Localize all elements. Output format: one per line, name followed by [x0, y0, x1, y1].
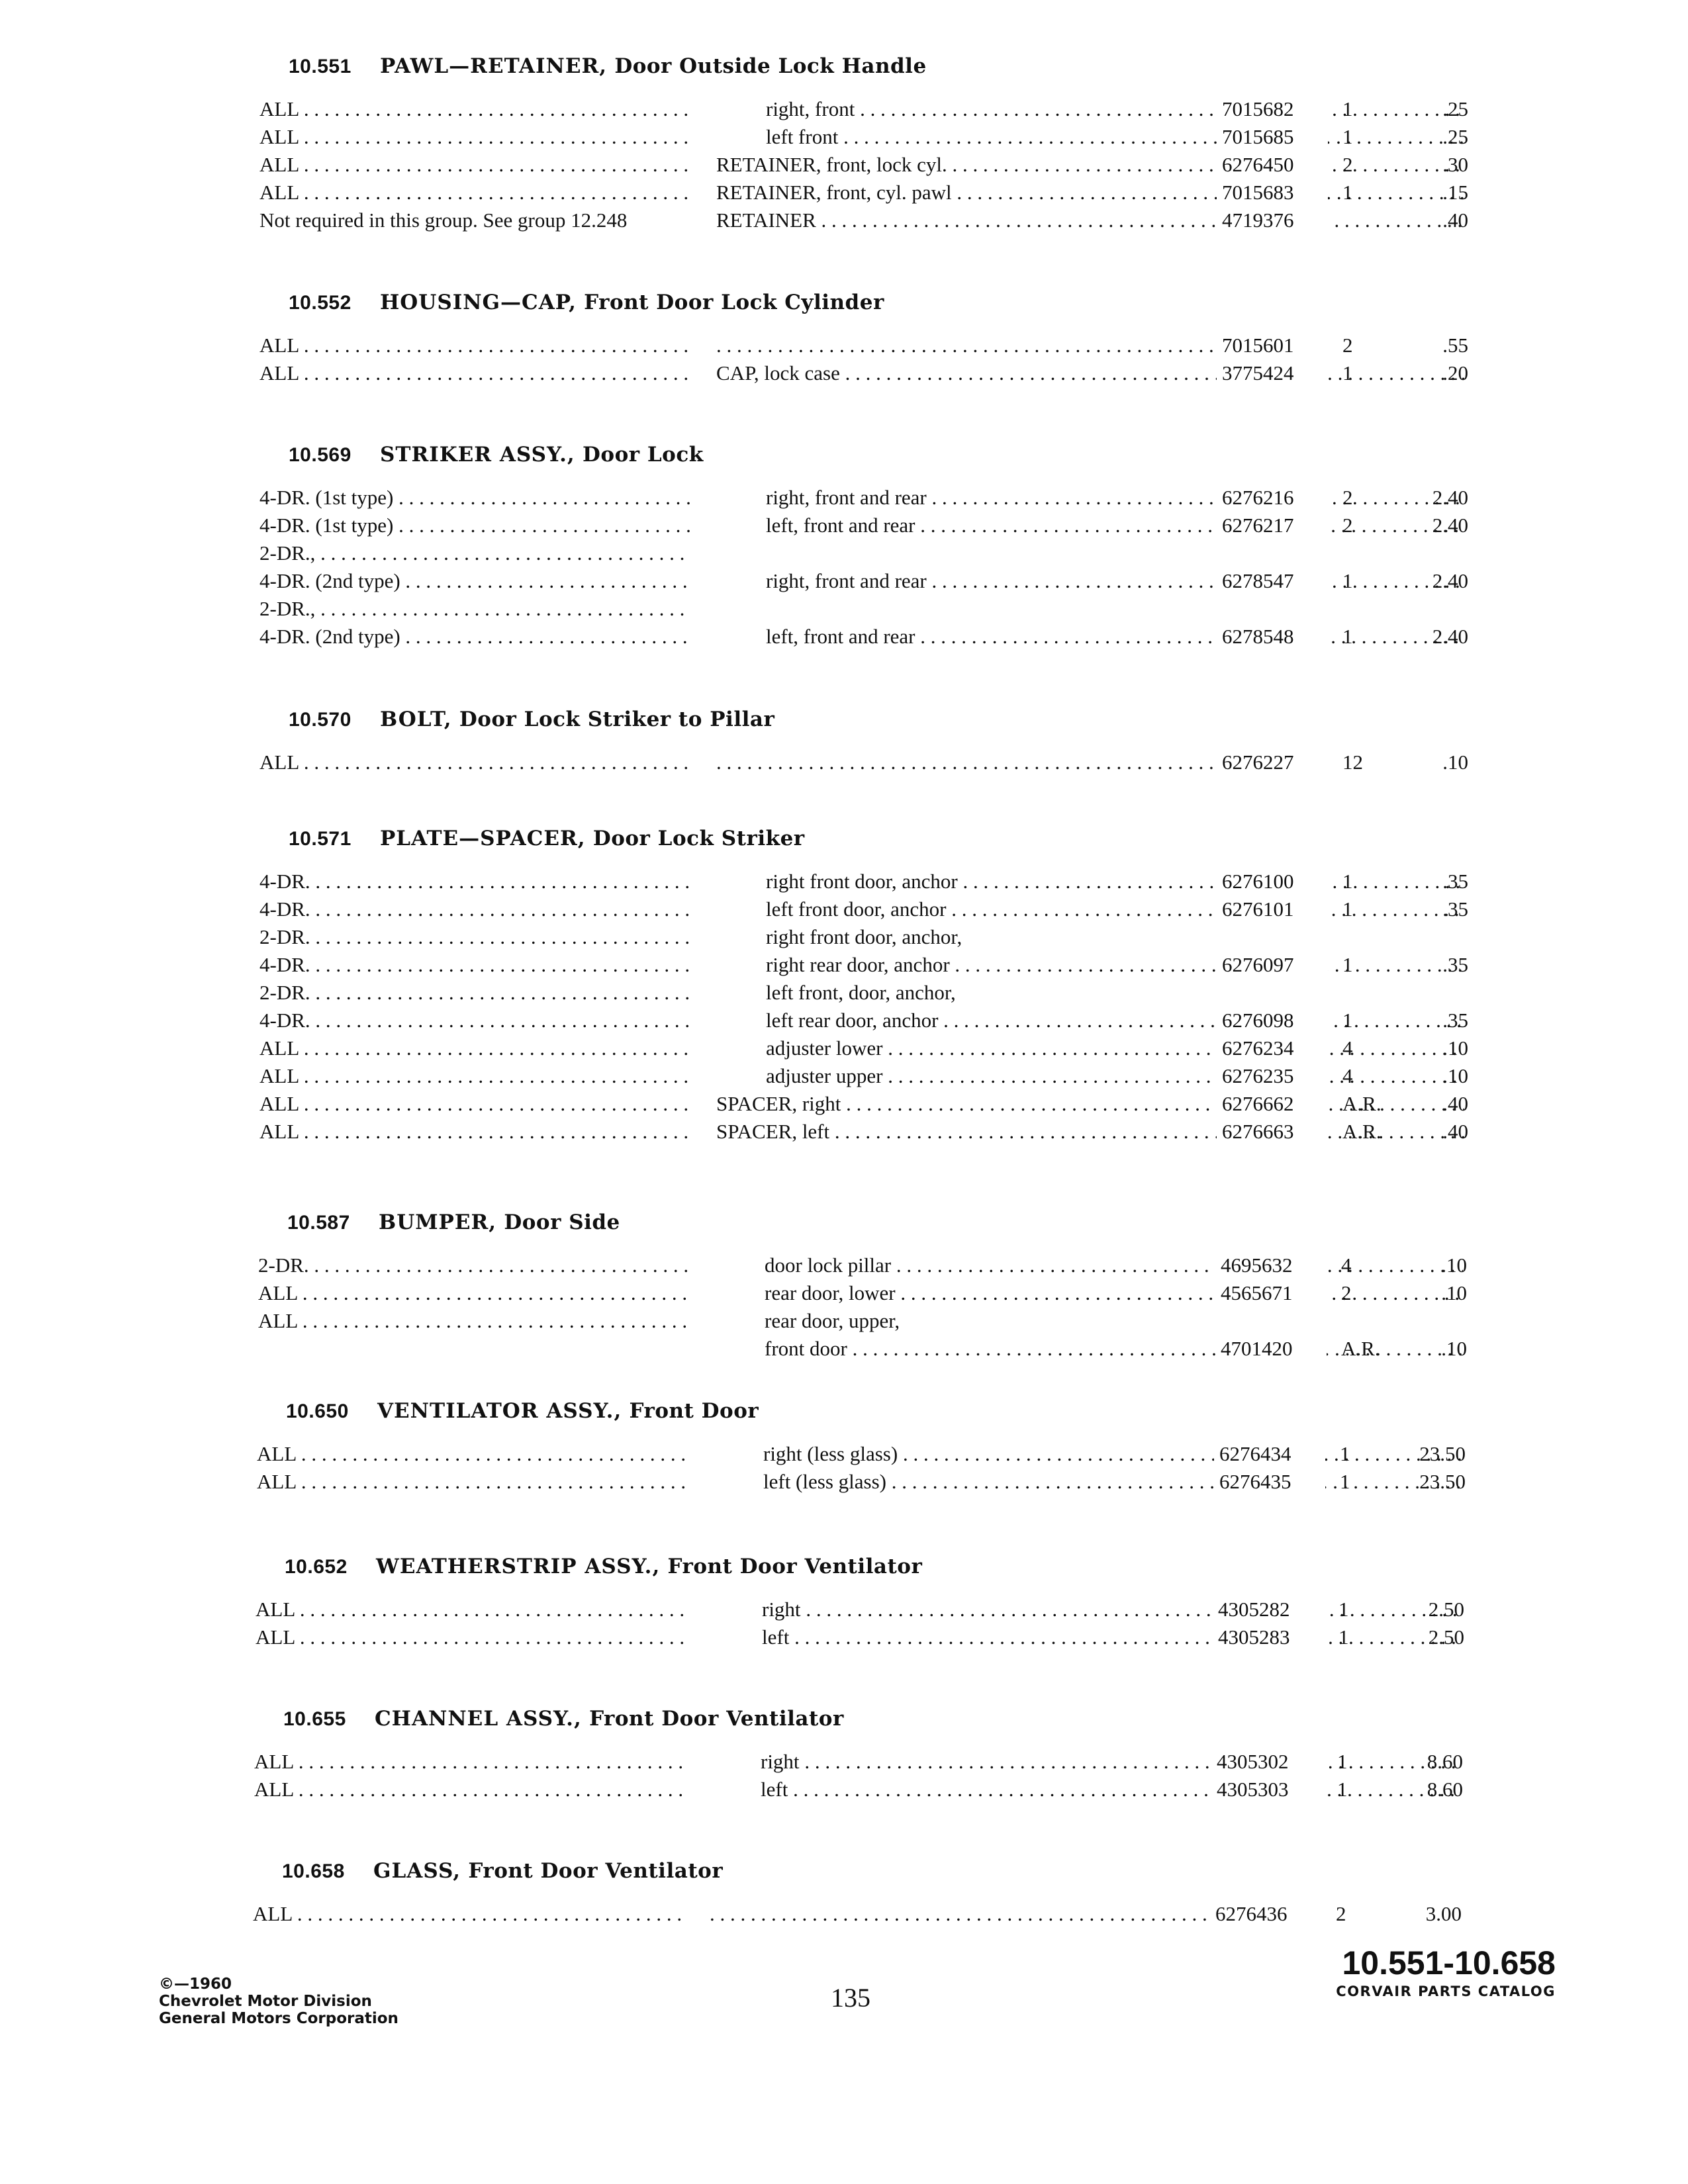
group-title: GLASS,: [373, 1859, 461, 1883]
model-cell: [259, 923, 690, 951]
model-text: ALL: [259, 361, 299, 385]
quantity: 2: [1342, 334, 1353, 357]
model-cell: [259, 1090, 690, 1118]
model-cell: [259, 123, 690, 151]
group-subtitle: Door Lock Striker to Pillar: [459, 707, 775, 731]
parts-rows: [258, 1251, 1496, 1363]
model-cell: [259, 951, 690, 979]
model-cell: [259, 749, 690, 776]
parts-row: [259, 868, 1497, 895]
group-number: 10.658: [282, 1860, 345, 1882]
part-number: 4305283: [1213, 1623, 1324, 1651]
quantity: 1: [1342, 569, 1353, 592]
model-text: ALL: [259, 1064, 299, 1087]
quantity: 1: [1337, 1778, 1348, 1801]
parts-rows: [256, 1596, 1493, 1651]
page-number: 135: [831, 1983, 870, 2013]
parts-row: [259, 1007, 1497, 1034]
description-cell: [716, 206, 1464, 234]
parts-row: [258, 1335, 1496, 1363]
part-number: 4305282: [1213, 1596, 1324, 1623]
group-subtitle: Door Side: [504, 1210, 620, 1234]
publisher-line-2: General Motors Corporation: [159, 2010, 399, 2027]
parts-row: [259, 623, 1497, 651]
quantity: A.R.: [1342, 1092, 1382, 1115]
parts-row: [258, 1307, 1496, 1335]
catalog-name: CORVAIR PARTS CATALOG: [1336, 1983, 1556, 1999]
description-text: left rear door, anchor: [766, 1009, 939, 1032]
parts-row: [259, 1090, 1497, 1118]
description-text: left front: [766, 125, 839, 148]
quantity: A.R.: [1341, 1337, 1380, 1360]
group-number: 10.587: [287, 1212, 350, 1234]
part-number: 6276436: [1210, 1900, 1321, 1928]
group-title: PAWL—RETAINER,: [380, 54, 608, 78]
group-title: PLATE—SPACER,: [380, 827, 586, 850]
footer-publisher: [159, 1976, 399, 2027]
parts-row: [259, 95, 1497, 123]
parts-group: [253, 1856, 1491, 1928]
list-price: .10: [1442, 751, 1468, 774]
model-text: 4-DR.: [259, 1009, 310, 1032]
group-title: CHANNEL ASSY.,: [375, 1707, 582, 1731]
description-text: front door: [765, 1337, 847, 1360]
parts-group: [258, 1208, 1496, 1363]
group-title: VENTILATOR ASSY.,: [377, 1399, 622, 1423]
quantity: 1: [1342, 181, 1353, 204]
group-subtitle: Door Lock: [583, 443, 704, 467]
quantity: 1: [1342, 1009, 1353, 1032]
group-number: 10.650: [286, 1400, 349, 1422]
quantity: 2: [1342, 153, 1353, 176]
group-heading: [287, 1208, 1496, 1237]
model-text: ALL: [259, 1036, 299, 1060]
model-cell: [259, 512, 690, 539]
description-text: RETAINER, front, lock cyl.: [716, 153, 947, 176]
part-number: 6278548: [1217, 623, 1328, 651]
parts-row: [254, 1776, 1492, 1803]
quantity: 4: [1341, 1253, 1352, 1277]
list-price: .10: [1441, 1337, 1467, 1360]
description-text: door lock pillar: [765, 1253, 892, 1277]
description-text: left, front and rear: [766, 514, 915, 537]
model-text: ALL: [256, 1625, 295, 1649]
group-number: 10.571: [289, 828, 352, 850]
model-text: ALL: [253, 1902, 293, 1925]
model-cell: [259, 1062, 690, 1090]
model-text: 2-DR.: [258, 1253, 309, 1277]
group-title: HOUSING—CAP,: [380, 291, 577, 314]
group-heading: [289, 705, 1497, 734]
parts-row: [259, 151, 1497, 179]
parts-row: [259, 206, 1497, 234]
model-text: 4-DR. (2nd type): [259, 625, 400, 648]
list-price: .25: [1442, 125, 1468, 148]
part-number: 4701420: [1215, 1335, 1327, 1363]
parts-row: [259, 1062, 1497, 1090]
description-text: CAP, lock case: [716, 361, 840, 385]
part-number: 4305302: [1211, 1748, 1323, 1776]
parts-row: [259, 1034, 1497, 1062]
parts-row: [259, 179, 1497, 206]
model-text: ALL: [254, 1778, 294, 1801]
parts-row: [259, 895, 1497, 923]
quantity: 4: [1342, 1036, 1353, 1060]
part-number: 6276216: [1217, 484, 1328, 512]
description-text: right, front and rear: [766, 486, 927, 509]
group-number: 10.655: [283, 1708, 346, 1730]
model-cell: [259, 895, 690, 923]
parts-row: [254, 1748, 1492, 1776]
quantity: 2: [1341, 1281, 1352, 1304]
parts-row: [258, 1279, 1496, 1307]
group-heading: [289, 52, 1497, 81]
list-price: .35: [1442, 953, 1468, 976]
parts-row: [259, 567, 1497, 595]
parts-row: [259, 979, 1497, 1007]
model-cell: [254, 1748, 684, 1776]
model-cell: [259, 332, 690, 359]
description-text: right, front: [766, 97, 855, 120]
group-heading: [283, 1704, 1492, 1733]
part-number: 6276435: [1214, 1468, 1325, 1496]
description-text: right: [762, 1598, 801, 1621]
group-heading: [285, 1552, 1493, 1581]
parts-group: [254, 1704, 1492, 1803]
model-cell: [259, 595, 690, 623]
list-price: .55: [1442, 334, 1468, 357]
quantity: 1: [1342, 125, 1353, 148]
group-number: 10.551: [289, 56, 352, 77]
model-text: 2-DR.,: [259, 541, 316, 565]
model-cell: [256, 1596, 686, 1623]
part-number: 4565671: [1215, 1279, 1327, 1307]
description-text: rear door, upper,: [765, 1309, 900, 1332]
description-text: right rear door, anchor: [766, 953, 950, 976]
model-text: ALL: [259, 97, 299, 120]
model-text: ALL: [259, 125, 299, 148]
quantity: 2: [1336, 1902, 1346, 1925]
model-cell: [259, 484, 690, 512]
list-price: .40: [1442, 1120, 1468, 1143]
model-text: 4-DR.: [259, 897, 310, 921]
parts-row: [257, 1468, 1495, 1496]
list-price: .10: [1442, 1036, 1468, 1060]
list-price: 2.40: [1432, 569, 1468, 592]
parts-rows: [259, 95, 1497, 234]
description-text: adjuster upper: [766, 1064, 883, 1087]
description-text: right, front and rear: [766, 569, 927, 592]
quantity: 4: [1342, 1064, 1353, 1087]
parts-row: [256, 1623, 1493, 1651]
model-cell: [259, 151, 690, 179]
parts-group: [259, 288, 1497, 387]
model-cell: [259, 1007, 690, 1034]
model-text: 4-DR. (2nd type): [259, 569, 400, 592]
part-number: 6276227: [1217, 749, 1328, 776]
part-number: 6276434: [1214, 1440, 1325, 1468]
part-number: 6276235: [1217, 1062, 1328, 1090]
list-price: .20: [1442, 361, 1468, 385]
list-price: 2.40: [1432, 625, 1468, 648]
list-price: .25: [1442, 97, 1468, 120]
group-heading: [289, 824, 1497, 853]
list-price: 8.60: [1427, 1778, 1463, 1801]
model-cell: [258, 1251, 688, 1279]
description-cell: [765, 1307, 1463, 1335]
description-text: left front, door, anchor,: [766, 981, 956, 1004]
description-text: left, front and rear: [766, 625, 915, 648]
model-text: ALL: [256, 1598, 295, 1621]
group-number: 10.652: [285, 1556, 348, 1578]
group-title: BUMPER,: [379, 1210, 497, 1234]
parts-group: [259, 52, 1497, 234]
part-number: 6276234: [1217, 1034, 1328, 1062]
parts-rows: [259, 332, 1497, 387]
group-subtitle: Front Door Ventilator: [589, 1707, 844, 1731]
quantity: 1: [1338, 1625, 1349, 1649]
quantity: 2: [1342, 486, 1353, 509]
group-title: WEATHERSTRIP ASSY.,: [376, 1555, 661, 1578]
model-text: ALL: [259, 1092, 299, 1115]
model-text: 4-DR. (1st type): [259, 486, 394, 509]
group-heading: [282, 1856, 1491, 1886]
model-cell: [254, 1776, 684, 1803]
part-number: 4695632: [1215, 1251, 1327, 1279]
part-number: 7015682: [1217, 95, 1328, 123]
quantity: 1: [1340, 1442, 1350, 1465]
model-text: ALL: [259, 751, 299, 774]
parts-row: [259, 332, 1497, 359]
group-heading: [289, 288, 1497, 317]
description-cell: [766, 979, 1464, 1007]
group-heading: [289, 440, 1497, 469]
parts-row: [259, 484, 1497, 512]
description-text: right: [761, 1750, 800, 1773]
part-number: 7015601: [1217, 332, 1328, 359]
list-price: .35: [1442, 870, 1468, 893]
part-number: 6276450: [1217, 151, 1328, 179]
publisher-line-1: Chevrolet Motor Division: [159, 1993, 372, 2010]
model-cell: [259, 359, 690, 387]
parts-group: [257, 1396, 1495, 1496]
model-text: ALL: [259, 1120, 299, 1143]
part-number: 3775424: [1217, 359, 1328, 387]
list-price: 2.40: [1432, 486, 1468, 509]
model-cell: [259, 95, 690, 123]
quantity: 1: [1337, 1750, 1348, 1773]
parts-row: [259, 512, 1497, 539]
parts-rows: [259, 868, 1497, 1146]
parts-row: [259, 595, 1497, 623]
part-number: 6276097: [1217, 951, 1328, 979]
description-text: left: [761, 1778, 788, 1801]
leader-dots: [716, 332, 1217, 359]
parts-row: [256, 1596, 1493, 1623]
model-cell: [257, 1440, 687, 1468]
parts-rows: [259, 484, 1497, 651]
parts-row: [258, 1251, 1496, 1279]
list-price: 2.40: [1432, 514, 1468, 537]
description-text: right front door, anchor: [766, 870, 958, 893]
parts-group: [259, 705, 1497, 776]
model-text: ALL: [259, 181, 299, 204]
quantity: A.R.: [1342, 1120, 1382, 1143]
parts-group: [259, 824, 1497, 1146]
model-text: ALL: [254, 1750, 294, 1773]
model-cell: [259, 1034, 690, 1062]
model-text: ALL: [257, 1442, 297, 1465]
list-price: .40: [1442, 1092, 1468, 1115]
description-text: adjuster lower: [766, 1036, 883, 1060]
description-text: left front door, anchor: [766, 897, 947, 921]
part-number: 6278547: [1217, 567, 1328, 595]
list-price: .40: [1442, 208, 1468, 232]
part-number: 7015685: [1217, 123, 1328, 151]
model-cell: [253, 1900, 683, 1928]
parts-rows: [254, 1748, 1492, 1803]
model-text: ALL: [259, 153, 299, 176]
model-cell: [257, 1468, 687, 1496]
quantity: 1: [1342, 625, 1353, 648]
model-cell: [259, 868, 690, 895]
model-text: ALL: [257, 1470, 297, 1493]
model-text: ALL: [258, 1309, 298, 1332]
quantity: 1: [1342, 953, 1353, 976]
parts-row: [259, 951, 1497, 979]
model-text: Not required in this group. See group 12.248: [259, 208, 628, 232]
group-number: 10.552: [289, 292, 352, 314]
description-text: SPACER, left: [716, 1120, 830, 1143]
part-number: 6276101: [1217, 895, 1328, 923]
parts-row: [257, 1440, 1495, 1468]
group-title: STRIKER ASSY.,: [380, 443, 575, 467]
model-cell: [259, 1118, 690, 1146]
model-text: 4-DR.: [259, 870, 310, 893]
description-text: SPACER, right: [716, 1092, 841, 1115]
model-cell: [259, 179, 690, 206]
group-subtitle: Front Door: [629, 1399, 759, 1423]
list-price: 8.60: [1427, 1750, 1463, 1773]
list-price: 23.50: [1419, 1470, 1466, 1493]
model-cell: [258, 1307, 688, 1335]
model-text: ALL: [258, 1281, 298, 1304]
list-price: .35: [1442, 897, 1468, 921]
group-number: 10.569: [289, 444, 352, 466]
description-text: right (less glass): [763, 1442, 898, 1465]
model-cell: [259, 567, 690, 595]
list-price: .30: [1442, 153, 1468, 176]
quantity: 1: [1340, 1470, 1350, 1493]
list-price: .35: [1442, 1009, 1468, 1032]
parts-rows: [257, 1440, 1495, 1496]
quantity: 1: [1342, 97, 1353, 120]
model-cell: [259, 539, 690, 567]
model-cell: [259, 623, 690, 651]
model-text: 4-DR. (1st type): [259, 514, 394, 537]
part-number: 6276217: [1217, 512, 1328, 539]
description-text: left (less glass): [763, 1470, 886, 1493]
list-price: .10: [1441, 1253, 1467, 1277]
copyright: ©—1960: [159, 1976, 232, 1993]
list-price: 23.50: [1419, 1442, 1466, 1465]
parts-row: [259, 539, 1497, 567]
group-range: 10.551-10.658: [1342, 1944, 1556, 1981]
model-cell: [256, 1623, 686, 1651]
group-heading: [286, 1396, 1495, 1426]
model-text: ALL: [259, 334, 299, 357]
description-text: left: [762, 1625, 790, 1649]
parts-row: [259, 1118, 1497, 1146]
part-number: 7015683: [1217, 179, 1328, 206]
model-text: 2-DR.: [259, 925, 310, 948]
model-cell: [258, 1279, 688, 1307]
description-text: rear door, lower: [765, 1281, 896, 1304]
group-subtitle: Front Door Ventilator: [468, 1859, 724, 1883]
quantity: 1: [1342, 870, 1353, 893]
group-subtitle: Door Outside Lock Handle: [614, 54, 927, 78]
model-text: 2-DR.,: [259, 597, 316, 620]
parts-row: [253, 1900, 1491, 1928]
part-number: 6276663: [1217, 1118, 1328, 1146]
list-price: .15: [1442, 181, 1468, 204]
list-price: 2.50: [1428, 1625, 1464, 1649]
list-price: 2.50: [1428, 1598, 1464, 1621]
leader-dots: [716, 749, 1217, 776]
quantity: 1: [1342, 897, 1353, 921]
group-subtitle: Front Door Ventilator: [667, 1555, 923, 1578]
list-price: 3.00: [1425, 1902, 1462, 1925]
group-subtitle: Front Door Lock Cylinder: [584, 291, 884, 314]
quantity: 1: [1338, 1598, 1349, 1621]
list-price: .10: [1442, 1064, 1468, 1087]
part-number: 6276662: [1217, 1090, 1328, 1118]
model-text: 4-DR.: [259, 953, 310, 976]
description-cell: [766, 923, 1464, 951]
list-price: .10: [1441, 1281, 1467, 1304]
part-number: 6276098: [1217, 1007, 1328, 1034]
model-text: 2-DR.: [259, 981, 310, 1004]
part-number: 6276100: [1217, 868, 1328, 895]
leader-dots: [710, 1900, 1210, 1928]
model-cell: [259, 979, 690, 1007]
description-text: RETAINER, front, cyl. pawl: [716, 181, 952, 204]
description-text: right front door, anchor,: [766, 925, 962, 948]
quantity: 1: [1342, 361, 1353, 385]
parts-row: [259, 123, 1497, 151]
model-cell: [259, 206, 710, 234]
parts-rows: [259, 749, 1497, 776]
quantity: 12: [1342, 751, 1363, 774]
parts-rows: [253, 1900, 1491, 1928]
footer-catalog: [1291, 1944, 1556, 2001]
group-title: BOLT,: [380, 707, 452, 731]
part-number: 4719376: [1217, 206, 1328, 234]
part-number: 4305303: [1211, 1776, 1323, 1803]
parts-row: [259, 749, 1497, 776]
parts-row: [259, 923, 1497, 951]
description-text: RETAINER: [716, 208, 816, 232]
parts-group: [256, 1552, 1493, 1651]
group-subtitle: Door Lock Striker: [592, 827, 805, 850]
group-number: 10.570: [289, 709, 352, 731]
parts-row: [259, 359, 1497, 387]
quantity: 2: [1342, 514, 1353, 537]
parts-group: [259, 440, 1497, 651]
